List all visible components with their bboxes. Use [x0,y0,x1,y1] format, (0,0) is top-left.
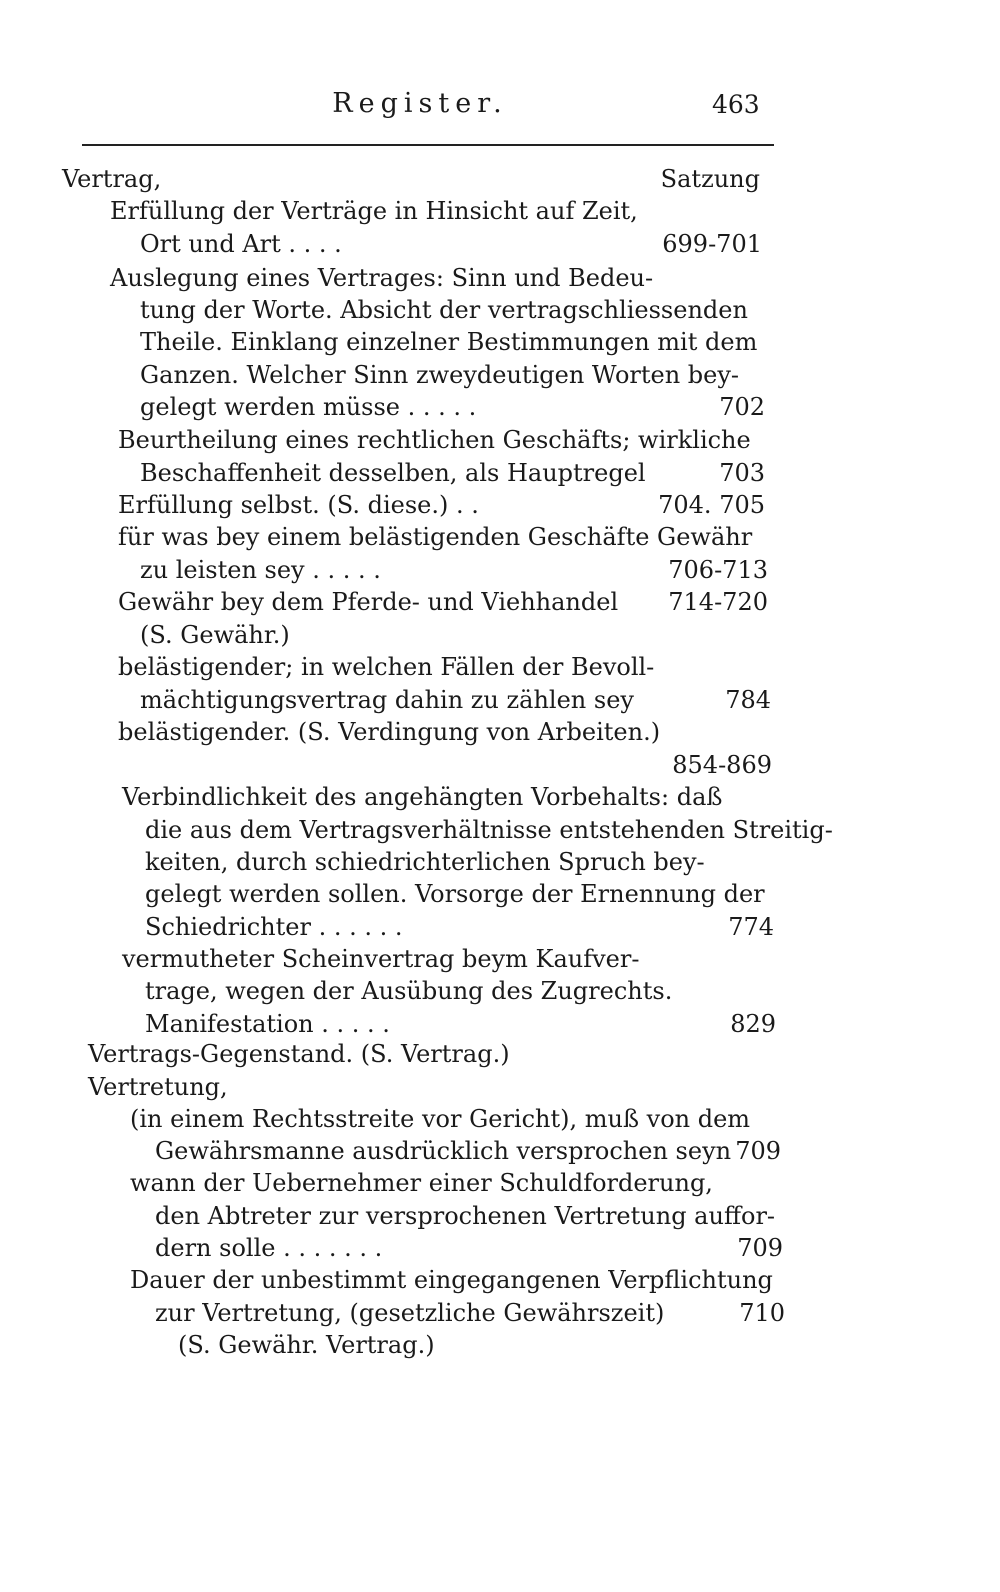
index-line [0,1264,1000,1296]
entry-text: Manifestation . . . . . [145,1010,390,1038]
index-line [0,195,1000,227]
entry-text: Ort und Art . . . . [140,230,342,258]
index-line [0,1008,1000,1040]
entry-text: Beschaffenheit desselben, als Hauptregel [140,459,646,487]
entry-text: Dauer der unbestimmt eingegangenen Verpflichtung [130,1266,773,1294]
entry-text: vermutheter Scheinvertrag beym Kaufver- [122,945,640,973]
index-line [0,1038,1000,1070]
entry-text: Theile. Einklang einzelner Bestimmungen mit dem [140,328,758,356]
index-line [0,391,1000,423]
page-reference: 774 [728,913,774,941]
page-reference: 709 [735,1137,781,1165]
index-line [0,716,1000,748]
entry-text: tung der Worte. Absicht der vertragschliessenden [140,296,748,324]
entry-text: Ganzen. Welcher Sinn zweydeutigen Worten bey- [140,361,740,389]
index-line [0,1167,1000,1199]
index-line [0,814,1000,846]
entry-text: mächtigungsvertrag dahin zu zählen sey [140,686,634,714]
entry-text: zu leisten sey . . . . . [140,556,381,584]
index-line [0,781,1000,813]
entry-text: wann der Uebernehmer einer Schuldforderung, [130,1169,713,1197]
page-reference: 706-713 [668,556,768,584]
index-line [0,975,1000,1007]
page-number: 463 [712,90,760,119]
page-reference: 784 [725,686,771,714]
header-rule [82,144,774,146]
page-reference: 714-720 [668,588,768,616]
index-line [0,943,1000,975]
index-line [0,619,1000,651]
index-line [0,1329,1000,1361]
index-line [0,262,1000,294]
index-line [0,228,1000,260]
running-title: Register. [332,88,508,119]
index-line [0,651,1000,683]
index-line [0,911,1000,943]
entry-text: Verbindlichkeit des angehängten Vorbehalts: daß [122,783,723,811]
index-line [0,457,1000,489]
entry-text: trage, wegen der Ausübung des Zugrechts. [145,977,673,1005]
index-line [0,1200,1000,1232]
entry-text: dern solle . . . . . . . [155,1234,383,1262]
page-reference: Satzung [660,165,760,193]
index-line [0,554,1000,586]
entry-text: Vertrags-Gegenstand. (S. Vertrag.) [88,1040,510,1068]
index-line [0,359,1000,391]
entry-text: belästigender. (S. Verdingung von Arbeiten.) [118,718,661,746]
index-line [0,749,1000,781]
index-line [0,294,1000,326]
entry-text: Erfüllung selbst. (S. diese.) . . [118,491,479,519]
entry-text: Auslegung eines Vertrages: Sinn und Bedeu- [110,264,654,292]
entry-text: für was bey einem belästigenden Geschäfte Gewähr [118,523,753,551]
entry-text: Schiedrichter . . . . . . [145,913,403,941]
entry-text: belästigender; in welchen Fällen der Bevoll- [118,653,655,681]
entry-text: (S. Gewähr.) [140,621,290,649]
entry-text: (in einem Rechtsstreite vor Gericht), muß von dem [130,1105,751,1133]
index-line [0,163,1000,195]
index-line [0,1232,1000,1264]
page-reference: 710 [739,1299,785,1327]
index-line [0,1297,1000,1329]
entry-text: Erfüllung der Verträge in Hinsicht auf Zeit, [110,197,638,225]
page-reference: 703 [719,459,765,487]
page-reference: 829 [730,1010,776,1038]
entry-text: den Abtreter zur versprochenen Vertretung auffor- [155,1202,776,1230]
index-line [0,846,1000,878]
entry-text: zur Vertretung, (gesetzliche Gewährszeit) [155,1299,665,1327]
entry-text: Gewährsmanne ausdrücklich versprochen seyn [155,1137,732,1165]
page-reference: 702 [719,393,765,421]
entry-text: keiten, durch schiedrichterlichen Spruch bey- [145,848,705,876]
index-line [0,1103,1000,1135]
page-reference: 704. 705 [658,491,765,519]
entry-text: gelegt werden müsse . . . . . [140,393,477,421]
index-line [0,424,1000,456]
index-line [0,489,1000,521]
entry-text: Vertrag, [62,165,162,193]
page-reference: 854-869 [672,751,772,779]
entry-text: Beurtheilung eines rechtlichen Geschäfts; wirkliche [118,426,751,454]
entry-text: Gewähr bey dem Pferde- und Viehhandel [118,588,619,616]
index-line [0,1135,1000,1167]
index-line [0,326,1000,358]
entry-text: die aus dem Vertragsverhältnisse entstehenden Streitig- [145,816,833,844]
index-line [0,684,1000,716]
entry-text: Vertretung, [88,1073,228,1101]
index-line [0,586,1000,618]
index-line [0,1071,1000,1103]
entry-text: gelegt werden sollen. Vorsorge der Ernennung der [145,880,765,908]
index-line [0,521,1000,553]
index-line [0,878,1000,910]
page-reference: 709 [737,1234,783,1262]
page-reference: 699-701 [662,230,762,258]
entry-text: (S. Gewähr. Vertrag.) [178,1331,435,1359]
